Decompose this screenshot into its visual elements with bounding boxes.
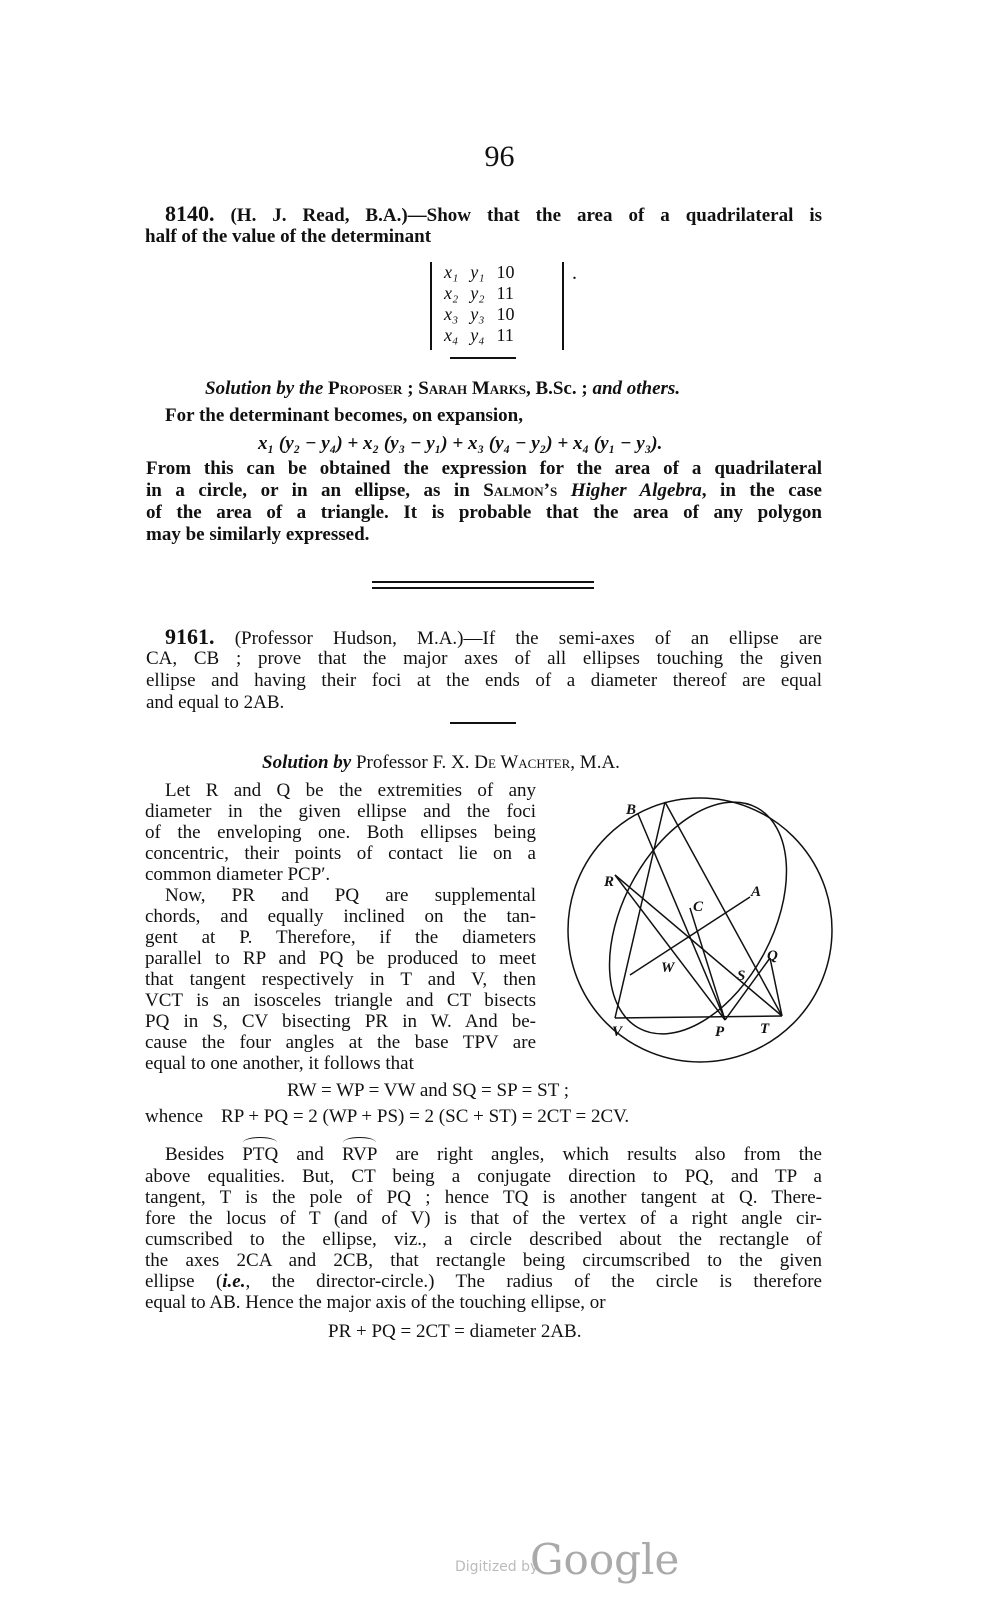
line-b-p [638,814,725,1020]
text-line: above equalities. But, CT being a conjugate direction to PQ, and TP a [145,1166,822,1187]
text-line: For the determinant becomes, on expansion, [165,405,523,426]
label-w: W [661,960,675,976]
given-ellipse [573,790,823,1064]
watermark-digitized: Digitized by [455,1559,539,1575]
label-a: A [751,884,762,900]
final-equation: PR + PQ = 2CT = diameter 2AB. [328,1321,582,1342]
text-line: gent at P. Therefore, if the diameters [145,927,536,948]
text-line: of the area of a triangle. It is probable that the area of any polygon [146,502,822,523]
problem-number: 8140. [165,201,215,226]
text-line: Now, PR and PQ are supplemental [165,885,536,906]
text-line: PQ in S, CV bisecting PR in W. And be- [145,1011,536,1032]
text-line: of the enveloping one. Both ellipses being [145,822,536,843]
google-watermark [455,1535,680,1595]
determinant-row: x₁ y₁ 10 [444,262,515,282]
label-v: V [612,1024,623,1040]
text-line: and equal to 2AB. [146,692,285,713]
expansion-formula: x₁ (y₂ − y₄) + x₂ (y₃ − y₁) + x₃ (y₄ − y₂) + x₄ (y₁ − y₃). [258,433,663,454]
equation-whence: whence RP + PQ = 2 (WP + PS) = 2 (SC + ST) = 2CT = 2CV. [145,1106,630,1127]
determinant-row: x₂ y₂ 11 [444,283,514,303]
problem-9161-line1: 9161. (Professor Hudson, M.A.)—If the semi-axes of an ellipse are [165,624,823,649]
text-line: ellipse (i.e., the director-circle.) The radius of the circle is therefore [145,1271,822,1292]
divider-short [450,722,516,724]
label-b: B [626,802,637,818]
section-divider [372,587,594,589]
line-top-t [665,802,782,1016]
determinant-period: . [572,262,577,284]
divider-short [450,357,516,359]
solution-heading-8140: Solution by the Proposer ; Sarah Marks, B.Sc. ; and others. [205,378,681,399]
problem-number: 9161. [165,624,215,649]
text-line: Besides PTQ and RVP are right angles, which results also from the [165,1144,822,1165]
text-line: may be similarly expressed. [146,524,370,545]
google-logo: Google [530,1535,680,1584]
text-line: From this can be obtained the expression for the area of a quadrilateral [146,458,822,479]
section-divider [372,581,594,583]
ellipse-diagram [560,790,835,1065]
text-line: diameter in the given ellipse and the foci [145,801,536,822]
label-c: C [693,899,704,915]
arc-ptq: PTQ [242,1144,279,1165]
equation-equalities: RW = WP = VW and SQ = SP = ST ; [287,1080,570,1101]
label-t: T [760,1021,770,1037]
text-line: Let R and Q be the extremities of any [165,780,536,801]
text-line: fore the locus of T (and of V) is that of the vertex of a right angle cir- [145,1208,822,1229]
label-r: R [604,874,615,890]
line-q-p [725,958,770,1020]
text-line: tangent, T is the pole of PQ ; hence TQ is another tangent at Q. There- [145,1187,822,1208]
text-line: concentric, their points of contact lie on a [145,843,536,864]
text-line: equal to one another, it follows that [145,1053,414,1074]
problem-statement: —Show that the area of a quadrilateral is [407,205,823,226]
text-line: in a circle, or in an ellipse, as in Salmon’s Higher Algebra, in the case [146,480,822,501]
solution-heading-9161: Solution by Professor F. X. De Wachter, M.A. [262,752,620,773]
text-line: chords, and equally inclined on the tan- [145,906,536,927]
arc-rvp: RVP [341,1144,378,1165]
determinant-row: x₄ y₄ 11 [444,325,514,345]
text-line: cause the four angles at the base TPV are [145,1032,536,1053]
text-line: CA, CB ; prove that the major axes of all ellipses touching the given [146,648,822,669]
page-number: 96 [484,140,515,173]
determinant [430,262,564,350]
label-q: Q [767,948,778,964]
text-line: ellipse and having their foci at the ends of a diameter thereof are equal [146,670,822,691]
tangent-line [615,1016,782,1018]
problem-author: (H. J. Read, B.A.) [230,205,408,226]
text-line: parallel to RP and PQ be produced to meet [145,948,536,969]
label-s: S [737,968,746,984]
problem-8140-line1 [165,203,822,227]
text-line: cumscribed to the ellipse, viz., a circle described about the rectangle of [145,1229,822,1250]
text-line: that tangent respectively in T and V, then [145,969,536,990]
determinant-row: x₃ y₃ 10 [444,304,515,324]
problem-statement-line2: half of the value of the determinant [145,226,432,247]
text-line: common diameter PCP′. [145,864,331,885]
text-line: VCT is an isosceles triangle and CT bisects [145,990,536,1011]
text-line: the axes 2CA and 2CB, that rectangle being circumscribed to the given [145,1250,822,1271]
label-p: P [715,1024,725,1040]
text-line: equal to AB. Hence the major axis of the touching ellipse, or [145,1292,606,1313]
